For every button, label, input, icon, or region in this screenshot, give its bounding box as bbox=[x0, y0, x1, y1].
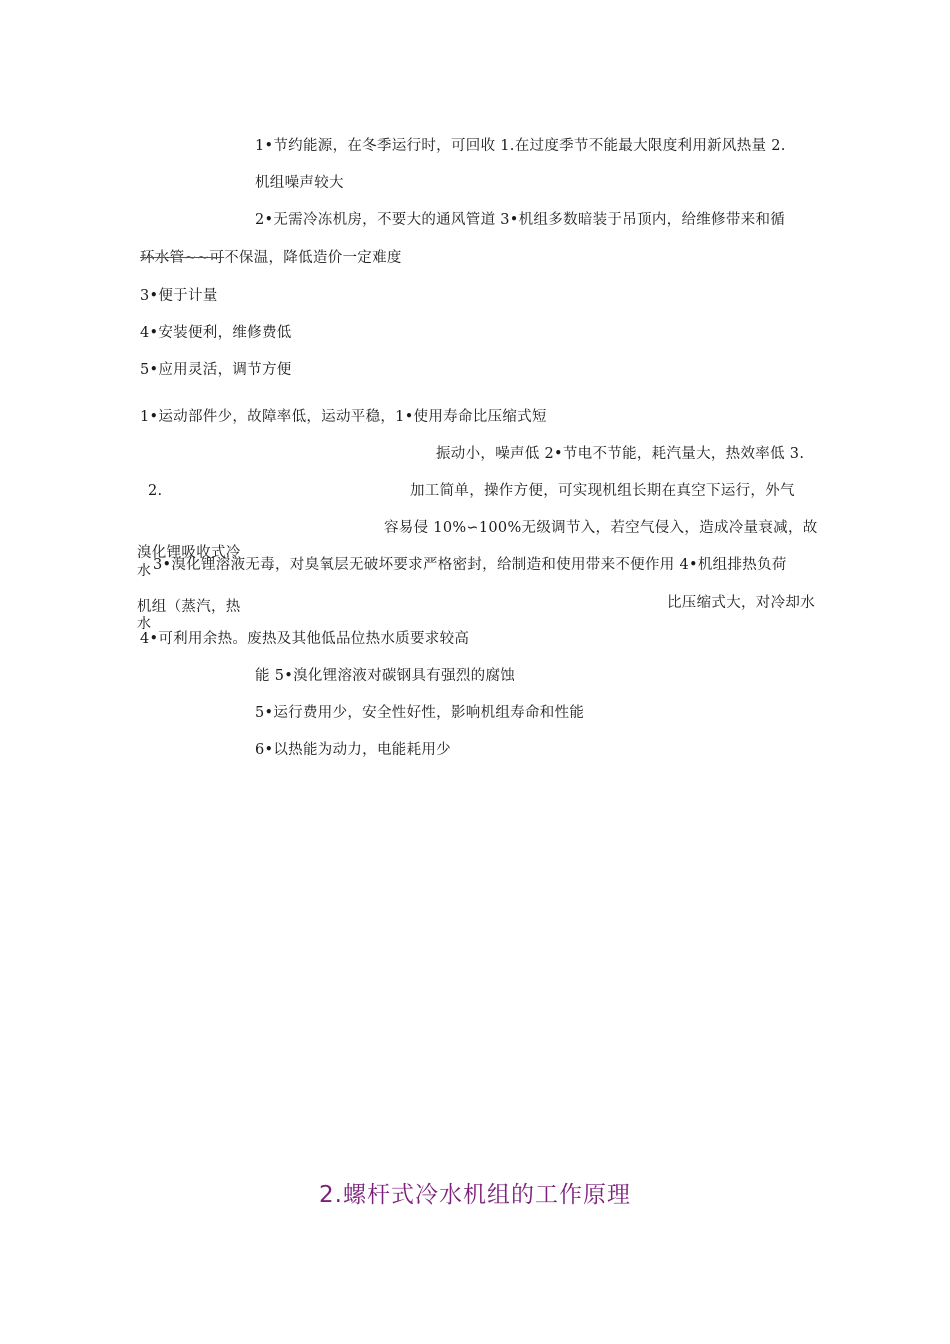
text-line: 比压缩式大，对冷却水 bbox=[667, 595, 815, 611]
section-heading: 2.螺杆式冷水机组的工作原理 bbox=[319, 1182, 631, 1208]
text-line: 加工简单，操作方便，可实现机组长期在真空下运行，外气 bbox=[410, 483, 795, 499]
text-line: 机组噪声较大 bbox=[255, 175, 344, 191]
text-line: 4•可利用余热。废热及其他低品位热水质要求较高 bbox=[140, 631, 470, 647]
text-line: 1•运动部件少，故障率低，运动平稳，1•使用寿命比压缩式短 bbox=[140, 409, 547, 425]
text-line: 1•节约能源，在冬季运行时，可回收 1.在过度季节不能最大限度利用新风热量 2. bbox=[255, 138, 786, 154]
text-line: 能 5•溴化锂溶液对碳钢具有强烈的腐蚀 bbox=[255, 668, 516, 684]
text-line bbox=[140, 248, 402, 268]
list-item: 5•应用灵活，调节方便 bbox=[140, 362, 292, 378]
section-number: 2. bbox=[148, 483, 163, 499]
text-line: 6•以热能为动力，电能耗用少 bbox=[255, 742, 451, 758]
text-line: 容易侵 10%∽100%无级调节入，若空气侵入，造成冷量衰减，故 bbox=[384, 520, 818, 536]
text-line: 3•溴化锂溶液无毒，对臭氧层无破坏要求严格密封，给制造和使用带来不便作用 4•机组排热负荷 bbox=[153, 557, 787, 573]
text-line: 振动小，噪声低 2•节电不节能，耗汽量大，热效率低 3. bbox=[436, 446, 805, 462]
overlap-text: 环水管~~可 bbox=[140, 250, 225, 266]
row-label: 水 bbox=[137, 563, 152, 579]
row-label: 溴化锂吸收式冷 bbox=[137, 545, 241, 561]
list-item: 4•安装便利，维修费低 bbox=[140, 325, 292, 341]
list-item: 3•便于计量 bbox=[140, 288, 218, 304]
text-line: 2•无需冷冻机房，不要大的通风管道 3•机组多数暗装于吊顶内，给维修带来和循 bbox=[255, 212, 786, 228]
row-label: 水 bbox=[137, 616, 152, 632]
text-fragment: 不保温，降低造价一定难度 bbox=[224, 250, 402, 266]
text-line: 5•运行费用少，安全性好性，影响机组寿命和性能 bbox=[255, 705, 585, 721]
row-label: 机组（蒸汽，热 bbox=[137, 599, 241, 615]
